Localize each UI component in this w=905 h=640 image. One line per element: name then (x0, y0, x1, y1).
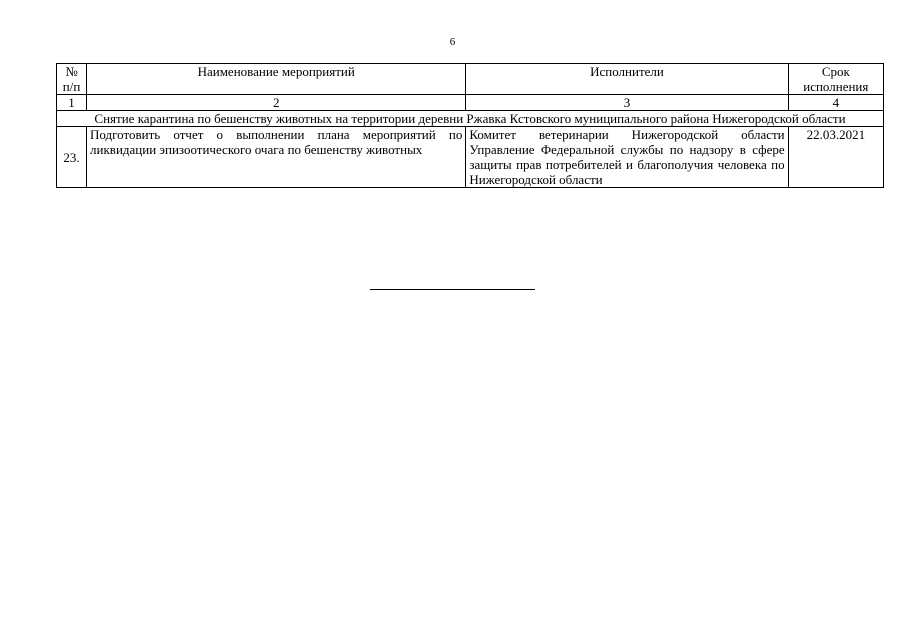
column-number: 2 (87, 95, 466, 111)
table-row (57, 127, 884, 188)
row-executors: Комитет ветеринарии Нижегородской области Управление Федеральной службы по надзору в сфере защиты прав потребителей и благополучия человека по Нижегородской области (466, 127, 788, 188)
column-number: 4 (788, 95, 883, 111)
section-title: Снятие карантина по бешенству животных на территории деревни Ржавка Кстовского муниципального района Нижегородской области (57, 111, 884, 127)
section-row (57, 111, 884, 127)
activities-table (56, 63, 884, 188)
row-number: 23. (57, 127, 87, 188)
row-activity: Подготовить отчет о выполнении плана мероприятий по ликвидации эпизоотического очага по бешенству животных (87, 127, 466, 188)
column-number: 1 (57, 95, 87, 111)
table-header-row (57, 64, 884, 95)
column-number: 3 (466, 95, 788, 111)
header-activity: Наименование мероприятий (87, 64, 466, 95)
header-deadline: Срок исполнения (788, 64, 883, 95)
row-deadline: 22.03.2021 (788, 127, 883, 188)
signature-line (370, 289, 535, 290)
page-number: 6 (449, 36, 456, 48)
column-number-row (57, 95, 884, 111)
header-executors: Исполнители (466, 64, 788, 95)
header-number: № п/п (57, 64, 87, 95)
